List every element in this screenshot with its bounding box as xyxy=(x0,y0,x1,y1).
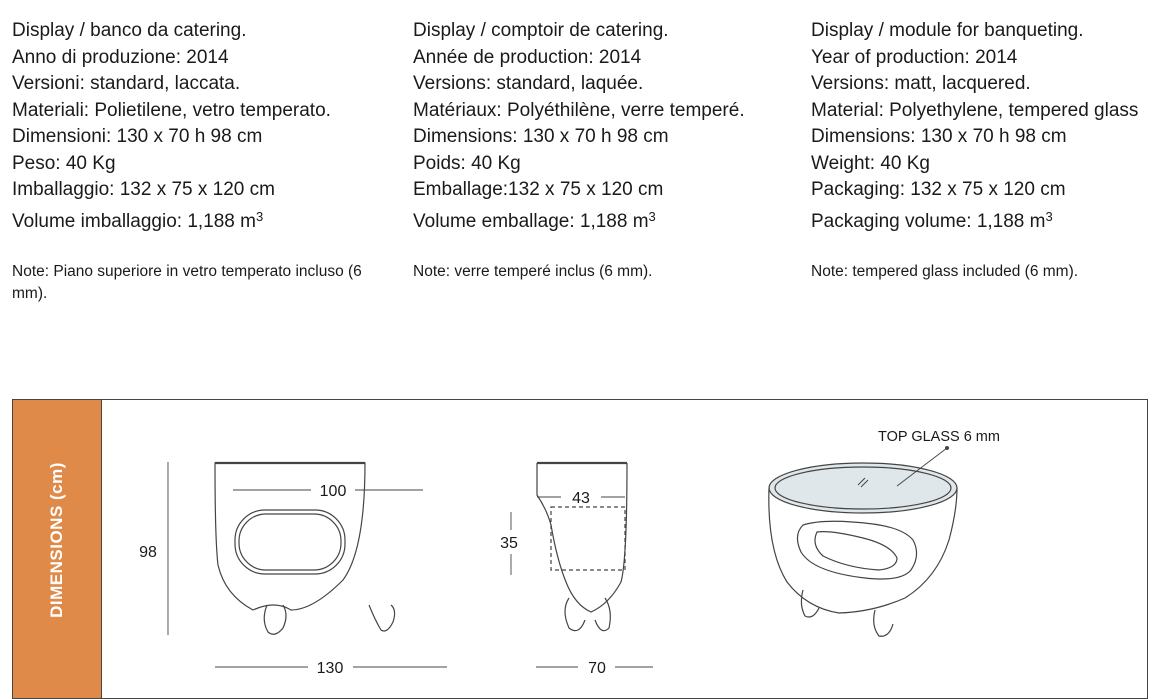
spec-line: Versions: matt, lacquered. xyxy=(811,73,1031,94)
side-view-foot-left xyxy=(565,598,585,631)
front-view-foot-left xyxy=(264,605,286,634)
spec-line: Display / banco da catering. xyxy=(12,20,247,41)
perspective-opening xyxy=(797,521,916,579)
front-view-opening xyxy=(235,510,345,574)
technical-drawings xyxy=(13,400,1147,690)
front-view-drawing xyxy=(168,462,447,667)
spec-line: Emballage:132 x 75 x 120 cm xyxy=(413,179,664,200)
spec-line: Display / comptoir de catering. xyxy=(413,20,669,41)
side-drawer-label: 35 xyxy=(500,535,518,552)
side-view-drawer xyxy=(551,507,625,570)
note-text: Note: Piano superiore in vetro temperato incluso (6 mm). xyxy=(12,263,362,302)
unit-superscript: 3 xyxy=(1045,208,1053,224)
unit-superscript: 3 xyxy=(255,208,264,224)
note-text: Note: verre temperé inclus (6 mm). xyxy=(413,263,653,280)
volume-text: Packaging volume: 1,188 m xyxy=(811,210,1046,232)
spec-line: Année de production: 2014 xyxy=(413,46,642,68)
spec-line: Versions: standard, laquée. xyxy=(413,73,644,94)
spec-line: Peso: 40 Kg xyxy=(12,152,116,174)
spec-line: Anno di produzione: 2014 xyxy=(12,46,229,68)
spec-line: Matériaux: Polyéthilène, verre temperé. xyxy=(413,99,745,121)
dimensions-label: DIMENSIONS (cm) xyxy=(47,462,66,618)
spec-line: Dimensions: 130 x 70 h 98 cm xyxy=(413,126,669,147)
spec-line: Packaging: 132 x 75 x 120 cm xyxy=(811,179,1066,200)
perspective-view-drawing xyxy=(769,446,957,636)
spec-line: Year of production: 2014 xyxy=(811,46,1018,68)
dimensions-panel xyxy=(12,399,1148,699)
unit-superscript: 3 xyxy=(648,208,656,224)
volume-text: Volume imballaggio: 1,188 m xyxy=(12,210,256,232)
spec-line: Materiali: Polietilene, vetro temperato. xyxy=(12,99,331,121)
spec-column-italian xyxy=(12,18,382,305)
front-width-label: 130 xyxy=(316,660,344,677)
side-top-label: 43 xyxy=(572,490,590,507)
spec-line: Weight: 40 Kg xyxy=(811,152,931,174)
top-glass-callout: TOP GLASS 6 mm xyxy=(878,429,1000,445)
spec-line: Imballaggio: 132 x 75 x 120 cm xyxy=(12,179,275,200)
note-text: Note: tempered glass included (6 mm). xyxy=(811,263,1079,280)
front-height-label: 98 xyxy=(139,544,157,561)
spec-column-french xyxy=(413,18,793,283)
spec-line: Dimensioni: 130 x 70 h 98 cm xyxy=(12,126,263,147)
spec-line: Versioni: standard, laccata. xyxy=(12,73,241,94)
side-view-foot-right xyxy=(595,598,610,631)
spec-line-volume xyxy=(413,204,793,236)
spec-line: Poids: 40 Kg xyxy=(413,152,521,174)
spec-line-volume xyxy=(12,204,382,236)
volume-text: Volume emballage: 1,188 m xyxy=(413,210,649,232)
front-view-foot-right xyxy=(369,605,395,631)
spec-line: Dimensions: 130 x 70 h 98 cm xyxy=(811,126,1067,147)
side-depth-label: 70 xyxy=(588,660,606,677)
top-glass xyxy=(769,463,957,513)
spec-column-english xyxy=(811,18,1166,283)
spec-line: Material: Polyethylene, tempered glass xyxy=(811,99,1139,121)
front-opening-label: 100 xyxy=(319,483,347,500)
spec-line-volume xyxy=(811,204,1166,236)
perspective-foot-right xyxy=(874,610,893,636)
spec-line: Display / module for banqueting. xyxy=(811,20,1084,41)
side-view-body xyxy=(537,463,627,612)
